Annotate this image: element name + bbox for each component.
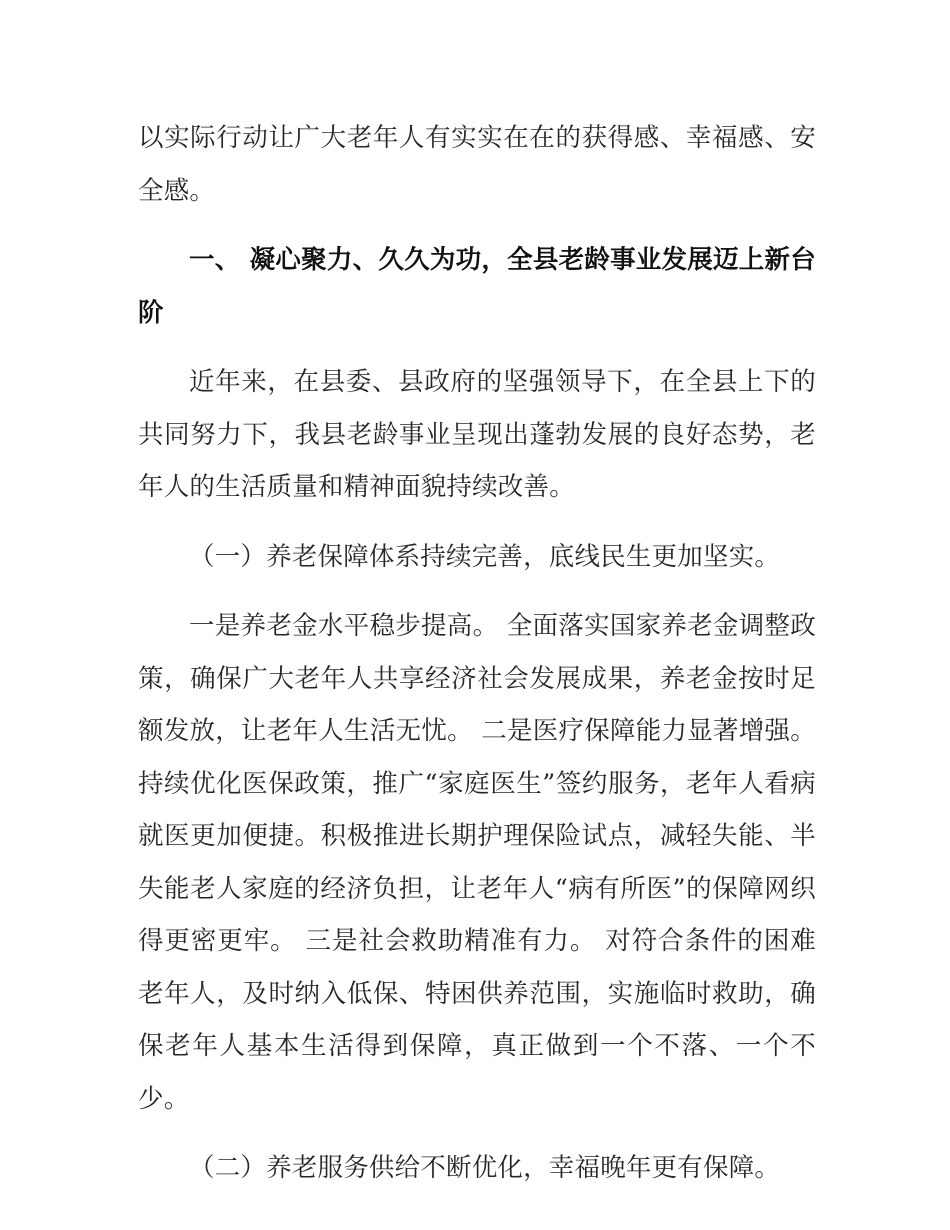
continuation-paragraph: 以实际行动让广大老年人有实实在在的获得感、幸福感、安全感。 — [138, 123, 816, 206]
section-heading-1: 一、 凝心聚力、久久为功，全县老龄事业发展迈上新台阶 — [138, 245, 816, 328]
block-spacer — [138, 583, 816, 600]
subsection-heading-1: （一）养老保障体系持续完善，底线民生更加坚实。 — [189, 541, 781, 572]
subsection-body-1: 一是养老金水平稳步提高。 全面落实国家养老金调整政策，确保广大老年人共享经济社会发展成果，养老金按时足额发放，让老年人生活无忧。 二是医疗保障能力显著增强。 持续优化医保政策，推广“家庭医生”签约服务，老年人看病就医更加便捷。积极推进长期护理保险试点，减轻失能、半失能老人家庭的经济负担，让老年人“病有所医”的保障网织得更密更牢。 三是社会救助精准有力。 对符合条件的困难老年人，及时纳入低保、特困供养范围，实施临时救助，确保老年人基本生活得到保障，真正做到一个不落、一个不少。 — [138, 611, 825, 1114]
intro-paragraph: 近年来，在县委、县政府的坚强领导下，在全县上下的共同努力下，我县老龄事业呈现出蓬勃发展的良好态势，老年人的生活质量和精神面貌持续改善。 — [138, 367, 816, 502]
subsection-heading-2: （二）养老服务供给不断优化，幸福晚年更有保障。 — [189, 1153, 781, 1183]
block-spacer — [138, 514, 816, 531]
block-spacer — [138, 1125, 816, 1142]
page-text-column — [138, 112, 825, 1195]
block-spacer — [138, 339, 816, 356]
block-spacer — [138, 217, 816, 234]
